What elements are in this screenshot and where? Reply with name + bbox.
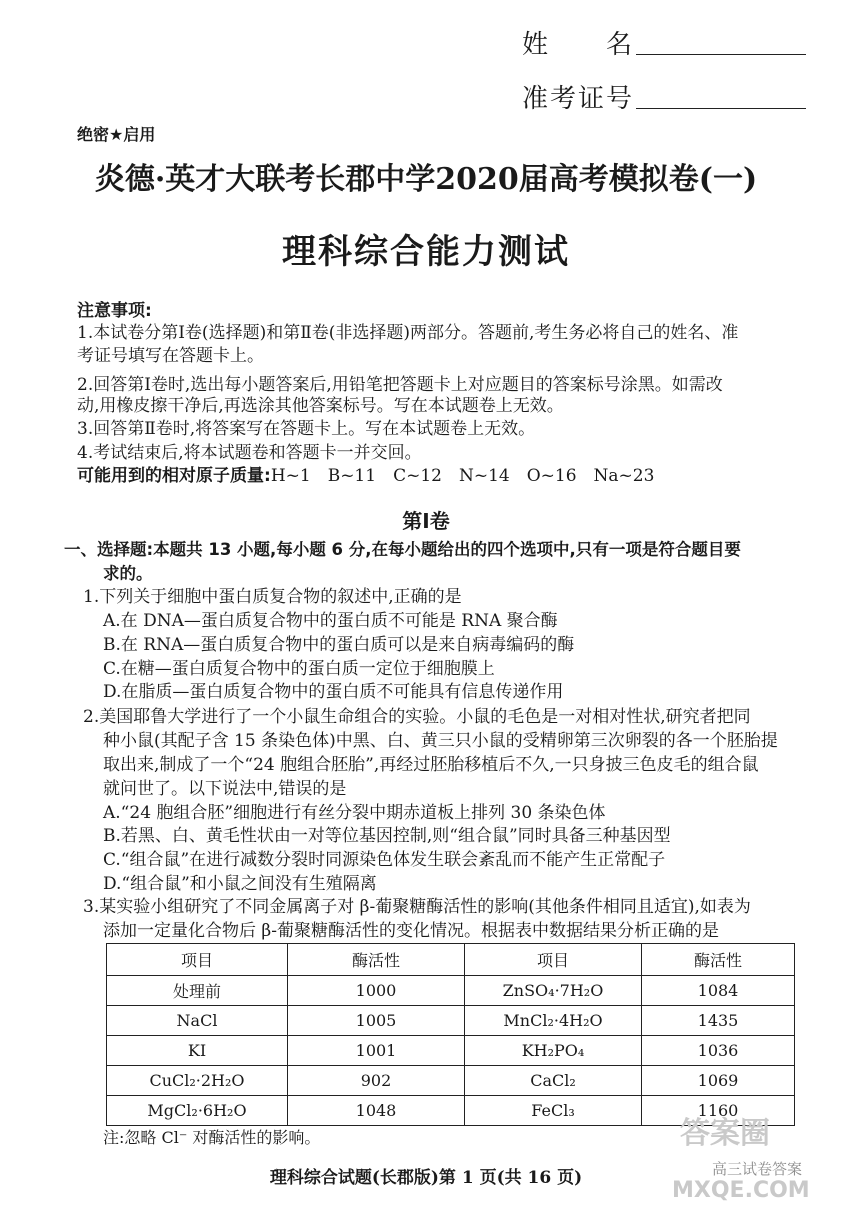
watermark-url: MXQE.COM xyxy=(672,1178,810,1203)
notice-line: 4.考试结束后,将本试题卷和答题卡一并交回。 xyxy=(77,443,422,463)
table-cell: CaCl₂ xyxy=(465,1066,642,1096)
question-1-option-b: B.在 RNA—蛋白质复合物中的蛋白质可以是来自病毒编码的酶 xyxy=(103,635,575,655)
atomic-mass-values: H~1 B~11 C~12 N~14 O~16 Na~23 xyxy=(270,466,655,486)
question-2-option-a: A.“24 胞组合胚”细胞进行有丝分裂中期赤道板上排列 30 条染色体 xyxy=(103,803,606,823)
table-row xyxy=(107,1006,795,1036)
table-cell: 1435 xyxy=(642,1006,795,1036)
page-title: 理科综合能力测试 xyxy=(282,232,570,272)
page-footer: 理科综合试题(长郡版)第 1 页(共 16 页) xyxy=(269,1168,583,1188)
table-cell: 1069 xyxy=(642,1066,795,1096)
question-2-option-d: D.“组合鼠”和小鼠之间没有生殖隔离 xyxy=(103,874,377,894)
section-instruction: 一、选择题:本题共 13 小题,每小题 6 分,在每小题给出的四个选项中,只有一项是符合题目要 xyxy=(64,540,741,559)
table-row xyxy=(107,1066,795,1096)
atomic-mass-line xyxy=(77,466,654,487)
table-header-cell: 项目 xyxy=(107,944,288,976)
exam-number-field[interactable] xyxy=(636,78,806,109)
question-2-stem-cont: 取出来,制成了一个“24 胞组合胚胎”,再经过胚胎移植后不久,一只身披三色皮毛的组合鼠 xyxy=(103,755,759,775)
enzyme-activity-table xyxy=(106,943,795,1126)
table-header-cell: 酶活性 xyxy=(288,944,465,976)
table-header-cell: 项目 xyxy=(465,944,642,976)
question-2-option-b: B.若黑、白、黄毛性状由一对等位基因控制,则“组合鼠”同时具备三种基因型 xyxy=(103,826,671,846)
series-title: 炎德·英才大联考长郡中学2020届高考模拟卷(一) xyxy=(94,162,758,197)
table-cell: 处理前 xyxy=(107,976,288,1006)
question-3-stem: 3.某实验小组研究了不同金属离子对 β-葡聚糖酶活性的影响(其他条件相同且适宜),如表为 xyxy=(83,897,751,917)
table-cell: KI xyxy=(107,1036,288,1066)
name-field[interactable] xyxy=(636,24,806,55)
table-cell: 1160 xyxy=(642,1096,795,1126)
table-cell: FeCl₃ xyxy=(465,1096,642,1126)
table-cell: CuCl₂·2H₂O xyxy=(107,1066,288,1096)
notice-line: 1.本试卷分第Ⅰ卷(选择题)和第Ⅱ卷(非选择题)两部分。答题前,考生务必将自己的姓名、准 xyxy=(77,323,739,343)
section-title: 第Ⅰ卷 xyxy=(402,509,450,533)
notice-line: 动,用橡皮擦干净后,再选涂其他答案标号。写在本试题卷上无效。 xyxy=(77,396,564,416)
notice-line: 3.回答第Ⅱ卷时,将答案写在答题卡上。写在本试题卷上无效。 xyxy=(77,419,536,439)
table-cell: 1005 xyxy=(288,1006,465,1036)
name-label: 姓 名 xyxy=(522,30,635,60)
table-cell: 1000 xyxy=(288,976,465,1006)
table-row xyxy=(107,976,795,1006)
atomic-mass-label: 可能用到的相对原子质量: xyxy=(77,466,271,486)
table-cell: ZnSO₄·7H₂O xyxy=(465,976,642,1006)
question-1-stem: 1.下列关于细胞中蛋白质复合物的叙述中,正确的是 xyxy=(83,587,462,607)
notice-line: 考证号填写在答题卡上。 xyxy=(77,346,264,366)
section-instruction-cont: 求的。 xyxy=(103,564,153,583)
table-header-cell: 酶活性 xyxy=(642,944,795,976)
question-2-option-c: C.“组合鼠”在进行减数分裂时同源染色体发生联会紊乱而不能产生正常配子 xyxy=(103,850,666,870)
watermark-caption: 高三试卷答案 xyxy=(712,1160,803,1178)
table-row xyxy=(107,1036,795,1066)
table-cell: 1084 xyxy=(642,976,795,1006)
watermark-logo: 答案圈 xyxy=(680,1116,770,1151)
notice-heading: 注意事项: xyxy=(77,301,152,321)
secret-label: 绝密★启用 xyxy=(77,125,156,144)
question-3-stem-cont: 添加一定量化合物后 β-葡聚糖酶活性的变化情况。根据表中数据结果分析正确的是 xyxy=(103,921,719,941)
question-2-stem-cont: 种小鼠(其配子含 15 条染色体)中黑、白、黄三只小鼠的受精卵第三次卵裂的各一个胚胎提 xyxy=(103,731,778,751)
table-note: 注:忽略 Cl⁻ 对酶活性的影响。 xyxy=(103,1128,321,1147)
table-cell: 1048 xyxy=(288,1096,465,1126)
question-1-option-c: C.在糖—蛋白质复合物中的蛋白质一定位于细胞膜上 xyxy=(103,659,495,679)
table-header-row xyxy=(107,944,795,976)
question-1-option-a: A.在 DNA—蛋白质复合物中的蛋白质不可能是 RNA 聚合酶 xyxy=(103,611,558,631)
question-2-stem: 2.美国耶鲁大学进行了一个小鼠生命组合的实验。小鼠的毛色是一对相对性状,研究者把同 xyxy=(83,707,751,727)
table-cell: 1036 xyxy=(642,1036,795,1066)
table-cell: 1001 xyxy=(288,1036,465,1066)
table-cell: MnCl₂·4H₂O xyxy=(465,1006,642,1036)
question-2-stem-cont: 就问世了。以下说法中,错误的是 xyxy=(103,779,347,799)
notice-line: 2.回答第Ⅰ卷时,选出每小题答案后,用铅笔把答题卡上对应题目的答案标号涂黑。如需改 xyxy=(77,375,723,395)
table-cell: 902 xyxy=(288,1066,465,1096)
table-cell: MgCl₂·6H₂O xyxy=(107,1096,288,1126)
table-cell: NaCl xyxy=(107,1006,288,1036)
question-1-option-d: D.在脂质—蛋白质复合物中的蛋白质不可能具有信息传递作用 xyxy=(103,682,564,702)
exam-number-label: 准考证号 xyxy=(522,84,635,114)
table-cell: KH₂PO₄ xyxy=(465,1036,642,1066)
